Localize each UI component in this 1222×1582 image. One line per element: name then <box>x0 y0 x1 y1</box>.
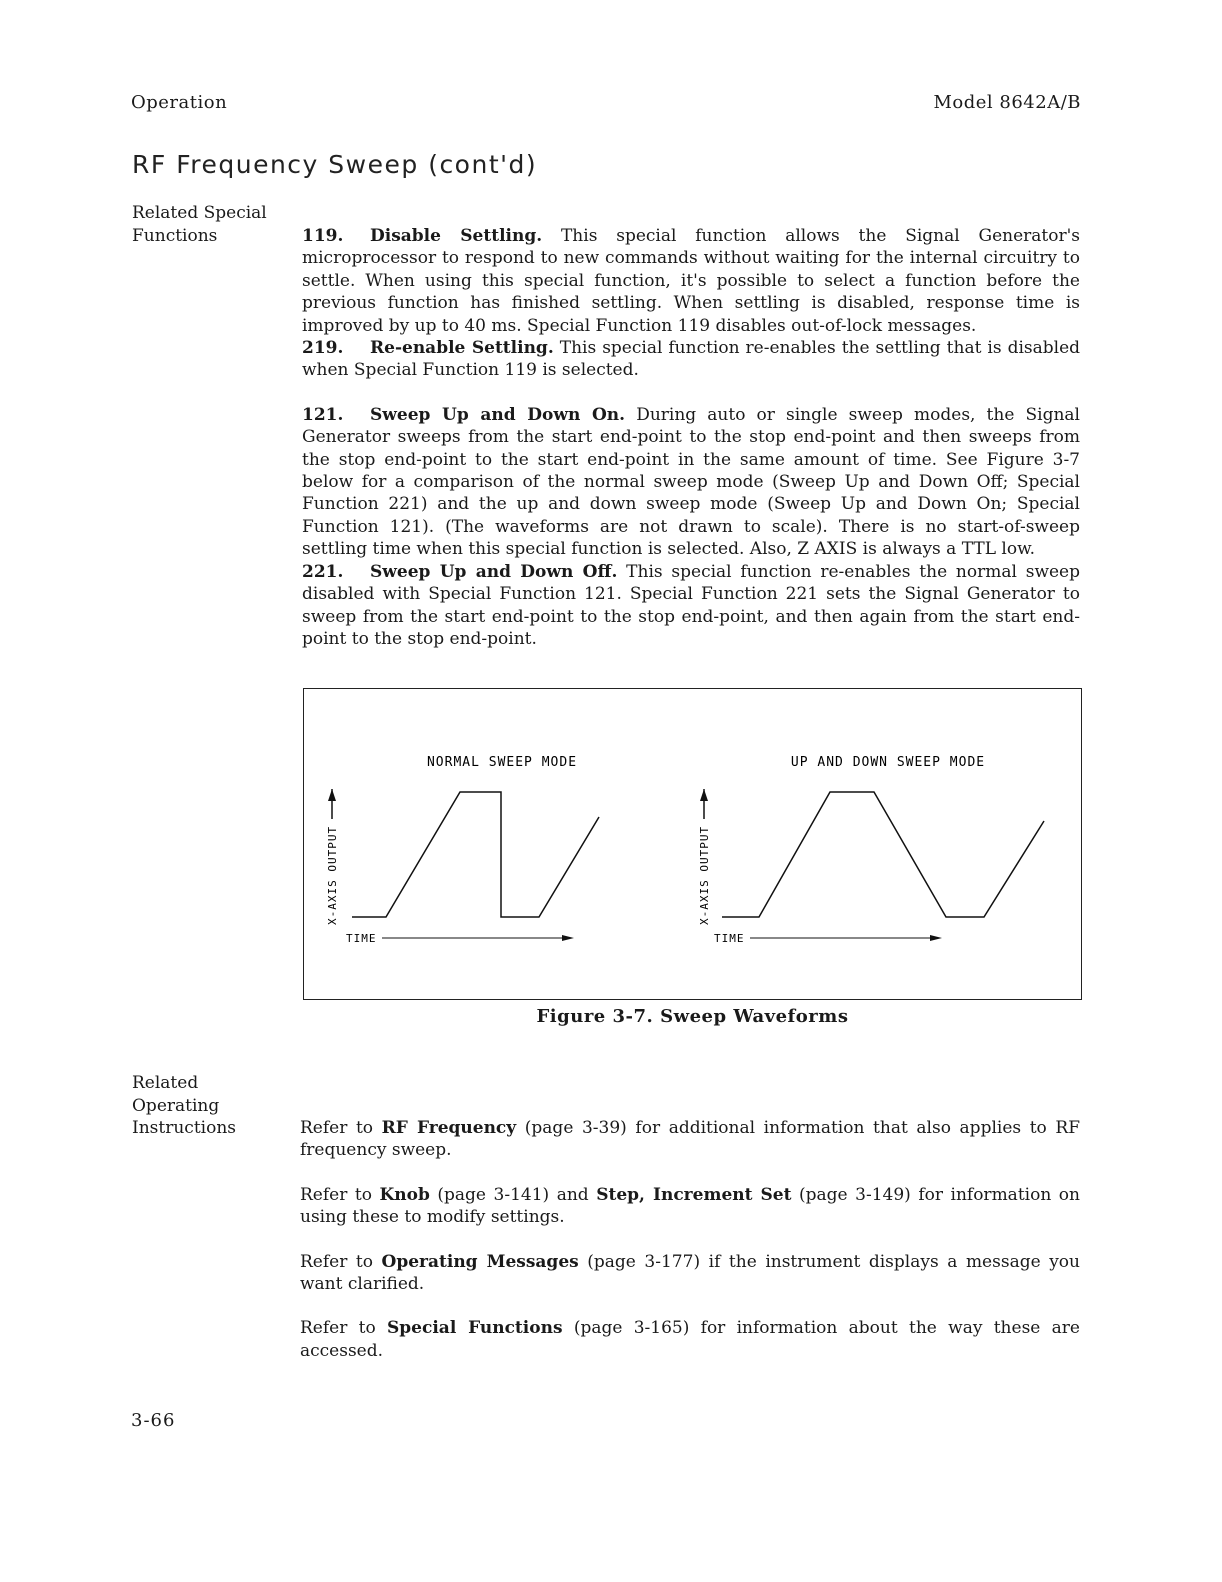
sf-number: 221. <box>302 561 344 582</box>
right-y-axis-label: X-AXIS OUTPUT <box>698 825 711 925</box>
sf-number: 219. <box>302 338 344 359</box>
side-label-line: Instructions <box>132 1118 236 1138</box>
left-x-axis-label: TIME <box>346 932 377 945</box>
sf-item-221 <box>302 561 1080 651</box>
normal-sweep-waveform <box>352 792 599 917</box>
ref-link-knob[interactable]: Knob <box>379 1184 430 1205</box>
sf-number: 119. <box>302 226 344 246</box>
reference-paragraph <box>300 1251 1080 1296</box>
side-label-line: Related <box>132 1073 199 1093</box>
normal-sweep-title: NORMAL SWEEP MODE <box>426 755 578 770</box>
sf-item-121 <box>302 404 1080 561</box>
reference-paragraph <box>300 1184 1080 1229</box>
ref-text: (page 3-177) if the instrument displays a message you want clarified. <box>300 1251 1080 1295</box>
ref-text: (page 3-39) for additional information that also applies to RF frequency sweep. <box>300 1118 1081 1161</box>
ref-text: (page 3-165) for information about the way these are accessed. <box>300 1318 1080 1361</box>
reference-paragraph <box>300 1317 1080 1362</box>
sf-heading: Sweep Up and Down On. <box>370 404 626 425</box>
sf-heading: Re-enable Settling. <box>370 338 554 359</box>
sf-heading: Disable Settling. <box>370 226 543 246</box>
sf-text: This special function re-enables the normal sweep disabled with Special Function 121. Special Function 221 sets the Signal Generator to sweep from the start end-point to the stop end-point, and then again from the start end-point to the stop end-point. <box>302 561 1080 649</box>
ref-text: (page 3-141) and <box>429 1184 597 1205</box>
left-x-axis-arrowhead <box>562 935 574 941</box>
ref-link-operating-messages[interactable]: Operating Messages <box>381 1251 579 1272</box>
ref-text: Refer to <box>300 1118 382 1138</box>
side-label-line: Operating <box>132 1095 220 1116</box>
sf-heading: Sweep Up and Down Off. <box>370 561 618 582</box>
sf-item-119 <box>302 225 1080 337</box>
waveform-diagram <box>304 689 1080 998</box>
header-model-label: Model 8642A/B <box>933 92 1081 113</box>
sf-item-219 <box>302 337 1080 382</box>
right-y-axis-arrowhead <box>700 789 708 801</box>
operating-references <box>300 1117 1080 1384</box>
right-x-axis-label: TIME <box>714 932 745 945</box>
side-label-special-functions <box>132 202 267 247</box>
side-label-operating-instructions <box>132 1072 236 1140</box>
special-functions-body <box>302 225 1080 650</box>
sf-text: During auto or single sweep modes, the Signal Generator sweeps from the start end-point to the stop end-point and then sweeps from the stop end-point to the start end-point in the same amount of time. See Figure 3-7 below for a comparison of the normal sweep mode (Sweep Up and Down Off; Special Function 221) and the up and down sweep mode (Sweep Up and Down On; Special Function 121). (The waveforms are not drawn to scale). There is no start-of-sweep settling time when this special function is selected. Also, Z AXIS is always a TTL low. <box>302 404 1080 560</box>
ref-text: Refer to <box>300 1318 388 1339</box>
side-label-line: Related Special <box>132 203 267 223</box>
ref-link-special-functions[interactable]: Special Functions <box>387 1318 563 1339</box>
sf-text: This special function allows the Signal Generator's microprocessor to respond to new commands without waiting for the internal circuitry to settle. When using this special function, it's possible to select a function before the previous function has finished settling. When settling is disabled, response time is improved by up to 40 ms. Special Function 119 disables out-of-lock messages. <box>302 226 1080 336</box>
sf-text: This special function re-enables the settling that is disabled when Special Function 119 is selected. <box>302 338 1081 381</box>
left-y-axis-label: X-AXIS OUTPUT <box>326 825 339 925</box>
ref-text: Refer to <box>300 1251 382 1272</box>
header-section-label: Operation <box>131 92 228 113</box>
ref-text: (page 3-149) for information on using these to modify settings. <box>300 1184 1080 1228</box>
page-title: RF Frequency Sweep (cont'd) <box>132 150 538 179</box>
figure-caption: Figure 3-7. Sweep Waveforms <box>536 1006 849 1027</box>
page-number: 3-66 <box>131 1410 176 1431</box>
left-y-axis-arrowhead <box>328 789 336 801</box>
ref-link-step-increment-set[interactable]: Step, Increment Set <box>596 1184 792 1205</box>
sf-number: 121. <box>302 404 344 425</box>
figure-sweep-waveforms <box>303 688 1082 1000</box>
reference-paragraph <box>300 1117 1080 1162</box>
side-label-line: Functions <box>132 225 218 246</box>
ref-link-rf-frequency[interactable]: RF Frequency <box>381 1118 517 1138</box>
ref-text: Refer to <box>300 1184 380 1205</box>
updown-sweep-waveform <box>722 792 1044 917</box>
updown-sweep-title: UP AND DOWN SWEEP MODE <box>790 755 986 770</box>
right-x-axis-arrowhead <box>930 935 942 941</box>
